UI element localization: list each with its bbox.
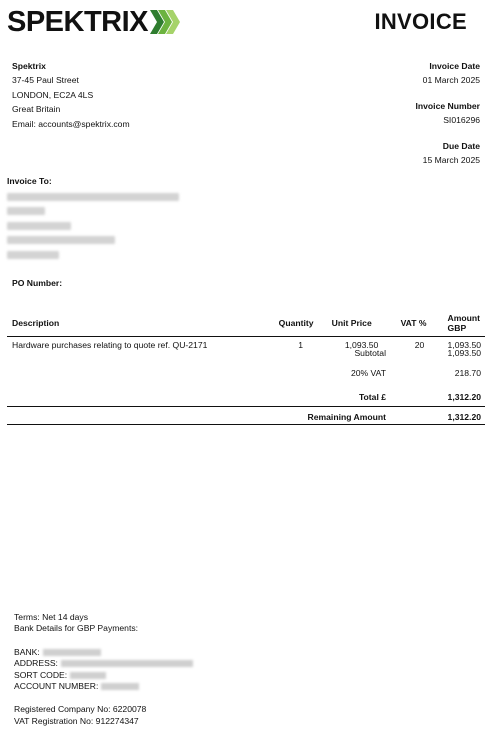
item-quantity: 1 [298,340,304,350]
chevrons-icon [150,10,180,34]
bank-details-heading: Bank Details for GBP Payments: [14,623,139,634]
bank-label: BANK: [14,646,40,657]
sender-email: Email: accounts@spektrix.com [12,118,130,129]
sender-street: 37-45 Paul Street [12,75,79,86]
col-unit-price: Unit Price [327,310,396,337]
logo-wordmark: SPEKTRIX [7,6,149,38]
table-header-row [7,310,485,337]
vat-row [7,363,485,383]
col-quantity: Quantity [274,310,327,337]
redacted-line [7,251,59,259]
totals-block [7,343,485,427]
col-description: Description [7,310,274,337]
remaining-divider [7,424,485,425]
redacted-value [101,683,139,690]
redacted-line [7,207,45,215]
sort-code-line [14,670,193,681]
item-unit-price: 1,093.50 [344,340,379,350]
col-vat: VAT % [396,310,443,337]
remaining-label: Remaining Amount [307,412,386,422]
item-amount: 1,093.50 [447,340,481,350]
total-row [7,387,485,407]
total-label: Total £ [358,392,386,402]
vat-value: 218.70 [454,368,481,378]
col-amount: Amount GBP [443,310,485,337]
company-number: Registered Company No: 6220078 [14,704,147,715]
document-title: INVOICE [374,9,467,34]
subtotal-value: 1,093.50 [447,348,481,358]
company-logo [7,6,180,38]
address-line [14,658,193,669]
footer [14,612,193,727]
redacted-value [70,672,106,679]
bank-line [14,647,193,658]
sender-country: Great Britain [12,104,61,115]
invoice-date-label: Invoice Date [429,61,480,71]
total-divider [7,406,485,407]
remaining-value: 1,312.20 [447,412,481,422]
due-date-label: Due Date [442,141,480,151]
item-description: Hardware purchases relating to quote ref. QU-2171 [12,340,208,350]
invoice-date: 01 March 2025 [422,75,480,85]
invoice-number-label: Invoice Number [415,101,480,111]
sender-name: Spektrix [12,61,46,71]
sender-city: LONDON, EC2A 4LS [12,89,94,100]
subtotal-row [7,343,485,363]
payment-terms: Terms: Net 14 days [14,612,89,622]
redacted-line [7,222,71,230]
total-value: 1,312.20 [447,392,481,402]
invoice-number: SI016296 [443,115,480,125]
invoice-to-block [7,176,179,259]
redacted-line [7,236,115,244]
redacted-value [61,660,193,667]
address-label: ADDRESS: [14,658,58,669]
invoice-meta [330,59,480,167]
due-date: 15 March 2025 [422,155,480,165]
subtotal-label: Subtotal [354,348,386,358]
account-label: ACCOUNT NUMBER: [14,681,99,692]
invoice-to-label: Invoice To: [7,176,52,186]
vat-label: 20% VAT [350,368,386,378]
sender-address [12,59,130,131]
vat-registration: VAT Registration No: 912274347 [14,715,139,726]
item-vat: 20 [414,340,425,350]
redacted-line [7,193,179,201]
account-line [14,681,193,692]
po-number-label: PO Number: [12,278,63,288]
redacted-value [43,649,101,656]
sort-code-label: SORT CODE: [14,669,68,680]
